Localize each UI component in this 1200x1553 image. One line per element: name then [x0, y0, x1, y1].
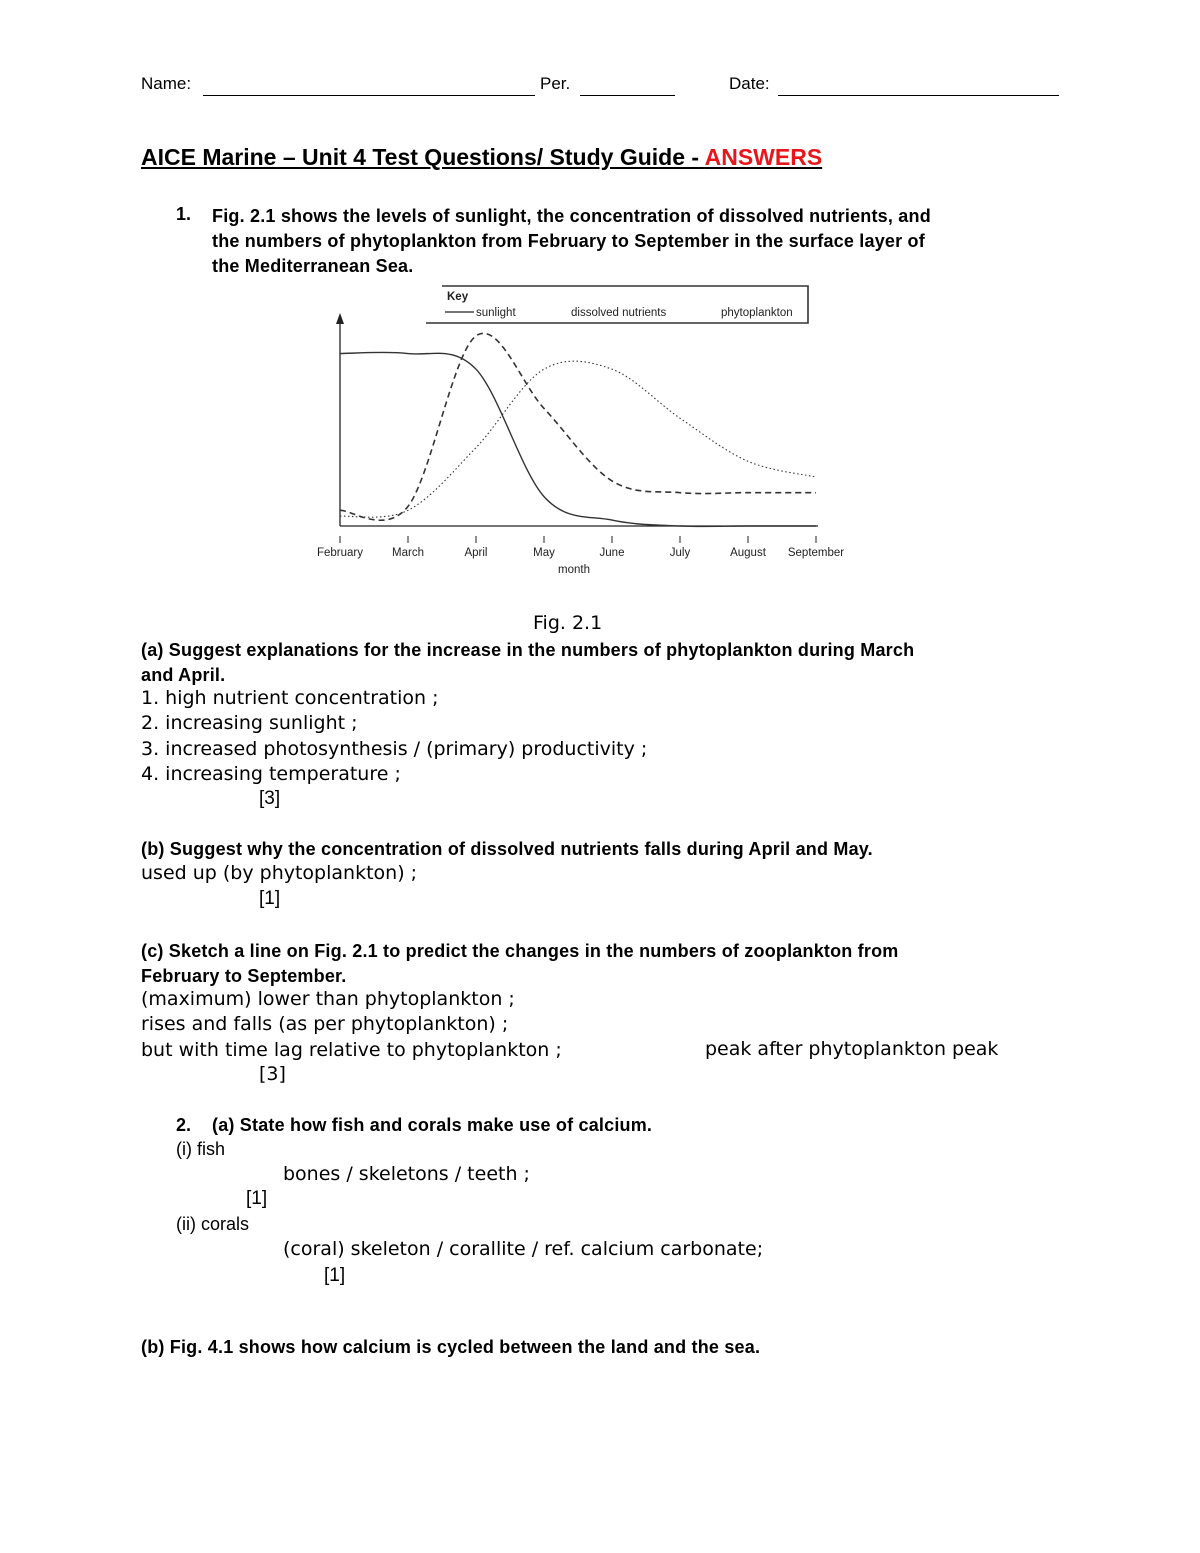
q2a-i-answer: bones / skeletons / teeth ;: [283, 1163, 530, 1185]
name-field-line[interactable]: [203, 95, 535, 96]
per-field-line[interactable]: [580, 95, 675, 96]
q1c-answer-2: rises and falls (as per phytoplankton) ;: [141, 1013, 509, 1036]
q1c-side-note: peak after phytoplankton peak: [705, 1038, 999, 1060]
date-field-line[interactable]: [778, 95, 1059, 96]
y-axis-arrow: [336, 313, 344, 324]
answers-label: ANSWERS: [704, 144, 823, 170]
x-tick-label-march: March: [392, 547, 424, 559]
key-label-sunlight: sunlight: [476, 307, 516, 319]
x-tick-label-august: August: [730, 547, 766, 559]
q2a-prompt: (a) State how fish and corals make use of calcium.: [212, 1115, 653, 1135]
q1a-answer-2: 2. increasing sunlight ;: [141, 712, 358, 735]
name-label: Name:: [141, 74, 192, 93]
series-line-phytoplankton: [340, 361, 816, 517]
x-tick-label-may: May: [533, 547, 555, 559]
x-tick-label-february: February: [316, 547, 364, 559]
q1a-prompt: (a) Suggest explanations for the increase in the numbers of phytoplankton during March and April.: [141, 640, 915, 685]
figure-caption: Fig. 2.1: [533, 612, 603, 634]
q1c-marks: [3]: [259, 1063, 286, 1085]
q2a-i-label: (i) fish: [176, 1139, 225, 1159]
page-title: AICE Marine – Unit 4 Test Questions/ Study Guide - ANSWERS: [141, 144, 823, 170]
q2a-ii-marks: [1]: [324, 1265, 346, 1286]
q2b-prompt: (b) Fig. 4.1 shows how calcium is cycled between the land and the sea.: [141, 1337, 761, 1357]
x-tick-label-april: April: [464, 547, 488, 559]
q1c-answers: [141, 987, 562, 1063]
q1b-answer: used up (by phytoplankton) ;: [141, 862, 418, 884]
q1-prompt: Fig. 2.1 shows the levels of sunlight, the concentration of dissolved nutrients, and the numbers of phytoplankton from February to September in the surface layer of the Mediterranean Sea.: [212, 206, 931, 276]
x-axis-label: month: [558, 564, 590, 576]
q1a-answer-4: 4. increasing temperature ;: [141, 763, 401, 786]
q2a-ii-answer: (coral) skeleton / corallite / ref. calcium carbonate;: [283, 1238, 764, 1260]
q1a-answers: [141, 686, 647, 788]
q1a-answer-3: 3. increased photosynthesis / (primary) productivity ;: [141, 737, 648, 760]
q1c-answer-1: (maximum) lower than phytoplankton ;: [141, 988, 515, 1010]
q2a-ii-label: (ii) corals: [176, 1214, 250, 1234]
q2-number: 2.: [176, 1115, 192, 1135]
q1a-answer-1: 1. high nutrient concentration ;: [141, 687, 439, 709]
q1b-marks: [1]: [259, 888, 281, 909]
key-title: Key: [447, 291, 469, 303]
per-label: Per.: [540, 74, 571, 93]
q2a-i-marks: [1]: [246, 1188, 268, 1209]
q1c-prompt: (c) Sketch a line on Fig. 2.1 to predict the changes in the numbers of zooplankton from February to September.: [141, 941, 899, 986]
key-label-dissolved-nutrients: dissolved nutrients: [571, 307, 667, 319]
x-tick-label-september: September: [787, 547, 845, 559]
q1-number: 1.: [176, 204, 192, 224]
q1b-prompt: (b) Suggest why the concentration of dissolved nutrients falls during April and May.: [141, 839, 873, 859]
key-label-phytoplankton: phytoplankton: [721, 307, 793, 319]
x-tick-label-june: June: [599, 547, 625, 559]
date-label: Date:: [729, 74, 770, 93]
q1a-marks: [3]: [259, 788, 281, 809]
x-tick-label-july: July: [669, 547, 691, 559]
q1c-answer-3: but with time lag relative to phytoplankton ;: [141, 1038, 562, 1061]
figure-2-1-chart: [300, 280, 860, 580]
